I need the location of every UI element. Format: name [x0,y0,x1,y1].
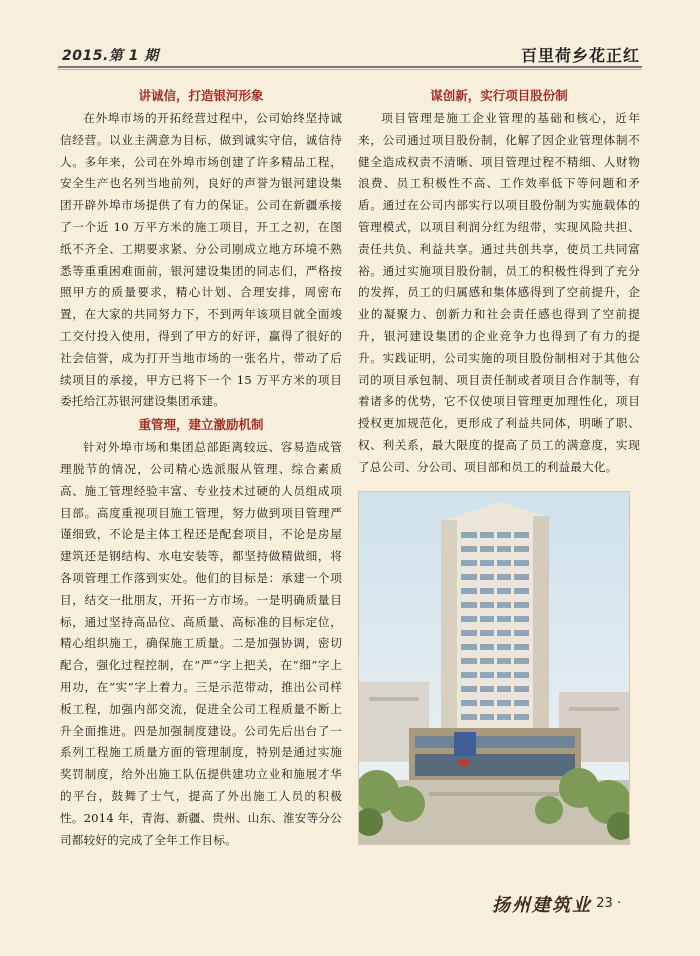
building-illustration [359,492,629,844]
issue-label: 2015.第 1 期 [62,48,159,64]
page-number: · 23 · [588,896,622,911]
right-column [358,86,640,479]
section-heading-innovation: 谋创新，实行项目股份制 [430,88,568,103]
high-rise-building-photo [358,491,630,845]
section-paragraph-integrity: 在外埠市场的开拓经营过程中，公司始终坚持诚信经营。以业主满意为目标，做到诚实守信，诚信待人。多年来，公司在外埠市场创建了许多精品工程，安全生产也名列当地前列，良好的声誉为银河建设集团开辟外埠市场提供了有力的保证。公司在新疆承接了一个近 10 万平方米的施工项目，开工之初，在图纸不齐全、工期要求紧、分公司刚成立地方环境不熟悉等重重困难面前，银河建设集团的同志们，严格按照甲方的质量要求，精心计划、合理安排，周密布置，在大家的共同努力下，不到两年该项目就全面竣工交付投入使用，得到了甲方的好评，赢得了很好的社会信誉，成为打开当地市场的一张名片，带动了后续项目的承接，甲方已将下一个 15 万平方米的项目委托给江苏银河建设集团承建。 [60,111,342,409]
section-paragraph-innovation: 项目管理是施工企业管理的基础和核心，近年来，公司通过项目股份制，化解了因企业管理体制不健全造成权责不清晰、项目管理过程不精细、人财物浪费、员工积极性不高、工作效率低下等问题和矛盾。通过在公司内部实行以项目股份制为实施载体的管理模式，以项目利润分红为纽带，实现风险共担、责任共负、利益共享。通过共创共享，使员工共同富裕。通过实施项目股份制，员工的积极性得到了充分的发挥，员工的归属感和集体感得到了空前提升，企业的凝聚力、创新力和社会责任感也得到了空前提升，银河建设集团的企业竞争力也得到了有力的提升。实践证明，公司实施的项目股份制相对于其他公司的项目承包制、项目责任制或者项目合作制等，有着诸多的优势，它不仅使项目管理更加理性化，项目授权更加规范化，更形成了利益共同体，明晰了职、权、利关系，最大限度的提高了员工的满意度，实现了总公司、分公司、项目部和员工的利益最大化。 [358,111,640,474]
left-column [60,86,342,851]
header-rule-thin [58,69,642,70]
section-paragraph-management: 针对外埠市场和集团总部距离较远、容易造成管理脱节的情况，公司精心选派服从管理、综合素质高、施工管理经验丰富、专业技术过硬的人员组成项目部。高度重视项目施工管理，努力做到项目管理严谨细致，不论是主体工程还是配套项目，不论是房屋建筑还是钢结构、水电安装等，都坚持做精做细，将各项管理工作落到实处。他们的目标是：承建一个项目，结交一批朋友，开拓一方市场。一是明确质量目标，通过坚持高品位、高质量、高标准的目标定位，精心组织施工，确保施工质量。二是加强协调，密切配合，强化过程控制，在“严”字上把关，在“细”字上用功，在“实”字上着力。三是示范带动，推出公司样板工程，加强内部交流，促进全公司工程质量不断上升全面推进。四是加强制度建设。公司先后出台了一系列工程施工质量方面的管理制度，特别是通过实施奖罚制度，给外出施工队伍提供建功立业和施展才华的平台，鼓舞了士气，提高了外出施工人员的积极性。2014 年，青海、新疆、贵州、山东、淮安等分公司都较好的完成了全年工作目标。 [60,440,342,847]
magazine-logo: 扬州建筑业 [492,895,592,916]
header-rule [58,66,642,68]
section-heading-integrity: 讲诚信，打造银河形象 [138,88,264,103]
page-header [0,0,700,72]
column-name: 百里荷乡花正红 [520,46,640,65]
section-heading-management: 重管理，建立激励机制 [138,417,264,433]
